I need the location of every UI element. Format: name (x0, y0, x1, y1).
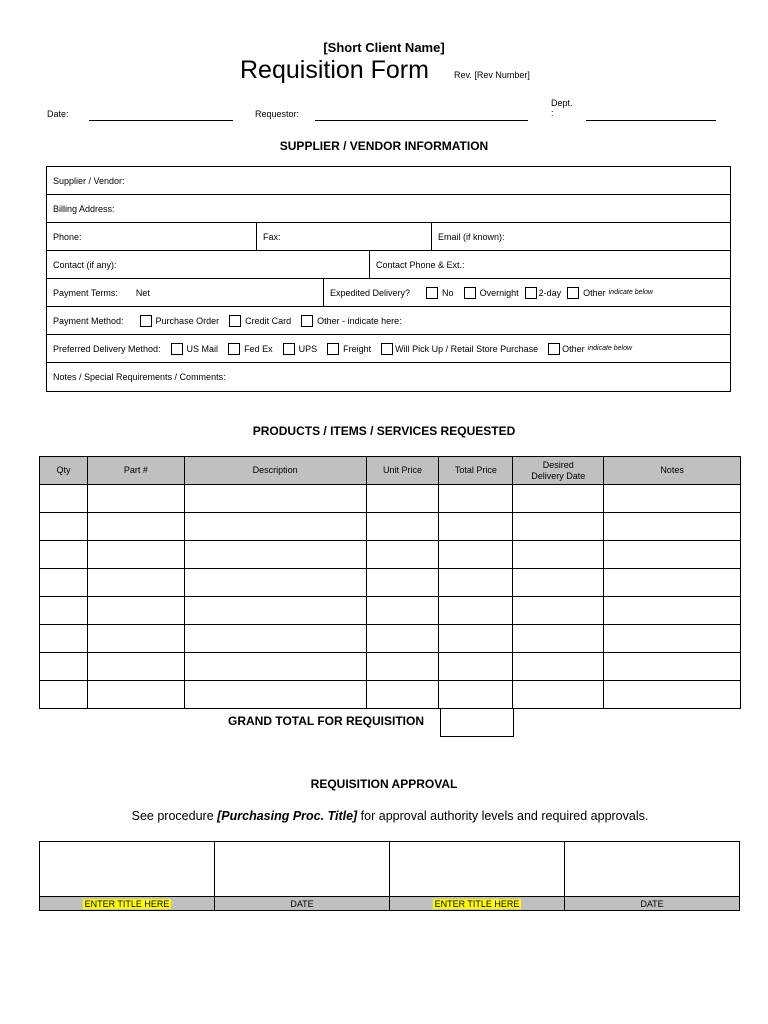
expedited-no-label: No (442, 287, 454, 298)
supplier-row[interactable] (47, 167, 730, 195)
expedited-overnight-checkbox[interactable] (464, 287, 476, 299)
item-cell[interactable] (604, 653, 741, 681)
dept-field[interactable] (586, 120, 716, 121)
item-cell[interactable] (184, 541, 366, 569)
delivery-method-label: Preferred Delivery Method: (53, 343, 161, 354)
item-cell[interactable] (366, 541, 439, 569)
item-cell[interactable] (604, 569, 741, 597)
expedited-2day-label: 2-day (538, 287, 562, 298)
item-cell[interactable] (513, 597, 604, 625)
caption-row (40, 897, 740, 911)
expedited-label: Expedited Delivery? (330, 287, 411, 298)
requestor-label: Requestor: (255, 109, 300, 119)
approval-section-heading: REQUISITION APPROVAL (310, 777, 458, 791)
payment-method-label: Payment Method: (53, 315, 124, 326)
item-cell[interactable] (40, 485, 88, 513)
item-cell[interactable] (439, 653, 513, 681)
fed-ex-label: Fed Ex (244, 343, 273, 354)
item-cell[interactable] (184, 513, 366, 541)
item-cell[interactable] (40, 513, 88, 541)
will-pick-up-label: Will Pick Up / Retail Store Purchase (395, 343, 539, 354)
item-cell[interactable] (604, 541, 741, 569)
item-cell[interactable] (513, 625, 604, 653)
item-cell[interactable] (366, 485, 439, 513)
purchase-order-checkbox[interactable] (140, 315, 152, 327)
grand-total-field[interactable] (440, 708, 514, 737)
approval-table (39, 841, 740, 911)
approver-title-2: ENTER TITLE HERE (434, 898, 520, 909)
supplier-label: Supplier / Vendor: (53, 175, 125, 186)
item-cell[interactable] (439, 625, 513, 653)
item-cell[interactable] (366, 625, 439, 653)
item-cell[interactable] (366, 597, 439, 625)
item-cell[interactable] (366, 653, 439, 681)
item-cell[interactable] (40, 653, 88, 681)
col-notes: Notes (604, 457, 741, 485)
delivery-method-cell (47, 335, 730, 362)
signature-cell-2[interactable] (390, 842, 565, 897)
date-cell-2[interactable] (565, 842, 740, 897)
payment-other-checkbox[interactable] (301, 315, 313, 327)
item-cell[interactable] (513, 569, 604, 597)
item-cell[interactable] (184, 625, 366, 653)
will-pick-up-checkbox[interactable] (381, 343, 393, 355)
expedited-other-checkbox[interactable] (567, 287, 579, 299)
freight-checkbox[interactable] (327, 343, 339, 355)
vendor-section-heading: SUPPLIER / VENDOR INFORMATION (279, 139, 489, 153)
item-cell[interactable] (604, 513, 741, 541)
col-qty: Qty (40, 457, 88, 485)
phone-cell[interactable] (47, 223, 256, 250)
item-cell[interactable] (184, 485, 366, 513)
item-cell[interactable] (513, 681, 604, 709)
table-row (40, 485, 741, 513)
col-part: Part # (87, 457, 184, 485)
expedited-overnight-label: Overnight (479, 287, 519, 298)
dept-label: Dept. (551, 98, 573, 108)
item-cell[interactable] (439, 681, 513, 709)
requestor-field[interactable] (315, 120, 528, 121)
fed-ex-checkbox[interactable] (228, 343, 240, 355)
signature-row (40, 842, 740, 897)
items-table (39, 456, 741, 709)
item-cell[interactable] (40, 681, 88, 709)
notes-label: Notes / Special Requirements / Comments: (53, 372, 226, 382)
date-caption-2: DATE (565, 897, 740, 911)
form-title: Requisition Form (240, 56, 429, 84)
procedure-title: [Purchasing Proc. Title] (217, 809, 358, 823)
signature-cell-1[interactable] (40, 842, 215, 897)
col-delivery-date-label: Delivery Date (531, 470, 586, 481)
col-unit-price: Unit Price (366, 457, 439, 485)
purchase-order-label: Purchase Order (155, 315, 220, 326)
revision-label: Rev. [Rev Number] (454, 70, 530, 80)
item-cell[interactable] (40, 597, 88, 625)
delivery-indicate-below: indicate below (587, 345, 633, 352)
col-desired: Desired (542, 459, 574, 470)
items-header-row (40, 457, 741, 485)
payment-method-cell (47, 307, 730, 334)
payment-terms-cell[interactable] (47, 279, 323, 306)
item-cell[interactable] (366, 681, 439, 709)
credit-card-label: Credit Card (245, 315, 292, 326)
contact-phone-cell[interactable] (369, 251, 730, 278)
item-cell[interactable] (87, 541, 184, 569)
expedited-2day-checkbox[interactable] (525, 287, 537, 299)
payment-other-label: Other - indicate here: (317, 315, 402, 326)
item-cell[interactable] (87, 625, 184, 653)
table-row (40, 597, 741, 625)
delivery-other-checkbox[interactable] (548, 343, 560, 355)
email-label: Email (if known): (438, 231, 505, 242)
billing-row[interactable] (47, 195, 730, 223)
vendor-info-table (46, 166, 731, 392)
table-row (40, 569, 741, 597)
table-row (40, 681, 741, 709)
us-mail-label: US Mail (186, 343, 219, 354)
fax-label: Fax: (263, 231, 281, 242)
item-cell[interactable] (604, 597, 741, 625)
item-cell[interactable] (184, 681, 366, 709)
contact-label: Contact (if any): (53, 259, 117, 270)
fax-cell[interactable] (256, 223, 431, 250)
item-cell[interactable] (604, 681, 741, 709)
expedited-cell (323, 279, 730, 306)
item-cell[interactable] (439, 485, 513, 513)
expedited-other-label: Other (583, 287, 606, 298)
date-label: Date: (47, 109, 69, 119)
delivery-other-label: Other (562, 343, 585, 354)
table-row (40, 513, 741, 541)
ups-checkbox[interactable] (283, 343, 295, 355)
ups-label: UPS (298, 343, 318, 354)
table-row (40, 625, 741, 653)
date-field[interactable] (89, 120, 233, 121)
payment-terms-value: Net (135, 287, 150, 298)
item-cell[interactable] (439, 513, 513, 541)
item-cell[interactable] (439, 597, 513, 625)
credit-card-checkbox[interactable] (229, 315, 241, 327)
item-cell[interactable] (184, 597, 366, 625)
procedure-prefix: See procedure (131, 809, 218, 823)
date-cell-1[interactable] (215, 842, 390, 897)
item-cell[interactable] (40, 625, 88, 653)
item-cell[interactable] (184, 569, 366, 597)
contact-phone-label: Contact Phone & Ext.: (376, 259, 465, 270)
table-row (40, 541, 741, 569)
payment-terms-label: Payment Terms: (53, 287, 118, 298)
grand-total-label: GRAND TOTAL FOR REQUISITION (228, 714, 425, 728)
item-cell[interactable] (184, 653, 366, 681)
item-cell[interactable] (513, 485, 604, 513)
item-cell[interactable] (439, 569, 513, 597)
item-cell[interactable] (87, 681, 184, 709)
date-caption-1: DATE (215, 897, 390, 911)
item-cell[interactable] (40, 569, 88, 597)
table-row (40, 653, 741, 681)
item-cell[interactable] (439, 541, 513, 569)
notes-row[interactable] (47, 363, 730, 391)
items-section-heading: PRODUCTS / ITEMS / SERVICES REQUESTED (252, 424, 516, 438)
item-cell[interactable] (513, 653, 604, 681)
expedited-indicate-below: indicate below (608, 289, 653, 296)
phone-label: Phone: (53, 231, 82, 242)
item-cell[interactable] (87, 513, 184, 541)
col-description: Description (184, 457, 366, 485)
item-cell[interactable] (87, 597, 184, 625)
col-delivery-date (513, 457, 604, 485)
us-mail-checkbox[interactable] (171, 343, 183, 355)
dept-colon: : (551, 108, 554, 118)
item-cell[interactable] (366, 513, 439, 541)
item-cell[interactable] (513, 541, 604, 569)
contact-cell[interactable] (47, 251, 369, 278)
item-cell[interactable] (87, 485, 184, 513)
item-cell[interactable] (366, 569, 439, 597)
expedited-no-checkbox[interactable] (426, 287, 438, 299)
item-cell[interactable] (87, 653, 184, 681)
approver-title-1: ENTER TITLE HERE (84, 898, 170, 909)
procedure-suffix: for approval authority levels and required approvals. (357, 809, 649, 823)
item-cell[interactable] (604, 485, 741, 513)
item-cell[interactable] (604, 625, 741, 653)
item-cell[interactable] (40, 541, 88, 569)
freight-label: Freight (343, 343, 372, 354)
client-name: [Short Client Name] (323, 40, 445, 55)
billing-label: Billing Address: (53, 203, 115, 214)
item-cell[interactable] (87, 569, 184, 597)
col-total-price: Total Price (439, 457, 513, 485)
email-cell[interactable] (431, 223, 730, 250)
item-cell[interactable] (513, 513, 604, 541)
procedure-note (0, 809, 768, 823)
